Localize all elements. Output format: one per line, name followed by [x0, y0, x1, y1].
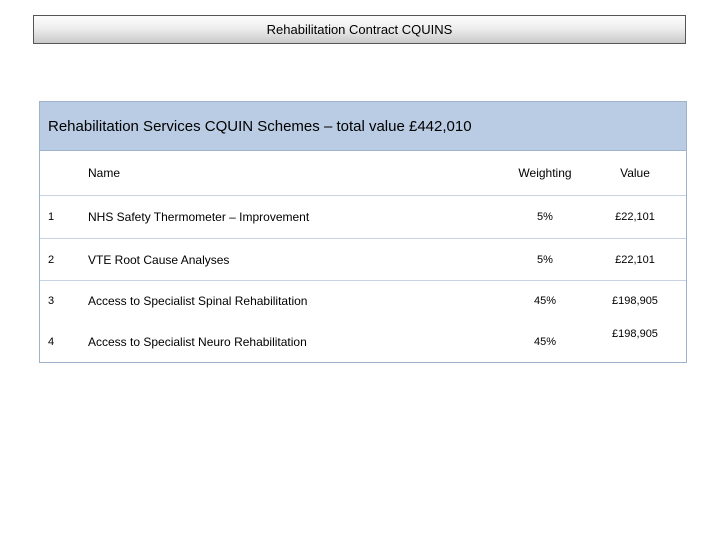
row-name: VTE Root Cause Analyses	[88, 252, 230, 267]
column-header-row	[40, 151, 686, 196]
row-weighting: 5%	[537, 211, 553, 223]
table-row	[40, 239, 686, 281]
row-value: £22,101	[615, 211, 655, 223]
row-name: Access to Specialist Neuro Rehabilitation	[88, 335, 307, 349]
row-value: £22,101	[615, 253, 655, 266]
row-value: £198,905	[612, 295, 658, 307]
row-number: 3	[48, 295, 55, 307]
slide-title	[33, 15, 686, 44]
slide-title-text: Rehabilitation Contract CQUINS	[266, 22, 453, 37]
column-header-weighting: Weighting	[518, 166, 572, 180]
row-number: 1	[48, 211, 55, 223]
table-row	[40, 321, 686, 363]
row-name: Access to Specialist Spinal Rehabilitation	[88, 294, 308, 308]
row-weighting: 45%	[533, 295, 557, 307]
table-row	[40, 281, 686, 321]
table-row	[40, 196, 686, 239]
column-header-name: Name	[88, 166, 121, 180]
column-header-value: Value	[620, 166, 650, 180]
row-weighting: 45%	[533, 336, 557, 348]
row-weighting: 5%	[537, 253, 553, 266]
table-header-text: Rehabilitation Services CQUIN Schemes – total value £442,010	[48, 117, 472, 135]
row-value: £198,905	[612, 328, 658, 340]
row-number: 4	[48, 336, 55, 348]
row-number: 2	[48, 253, 55, 266]
cquin-table	[39, 101, 687, 363]
row-name: NHS Safety Thermometer – Improvement	[88, 210, 310, 224]
table-header	[40, 102, 686, 151]
